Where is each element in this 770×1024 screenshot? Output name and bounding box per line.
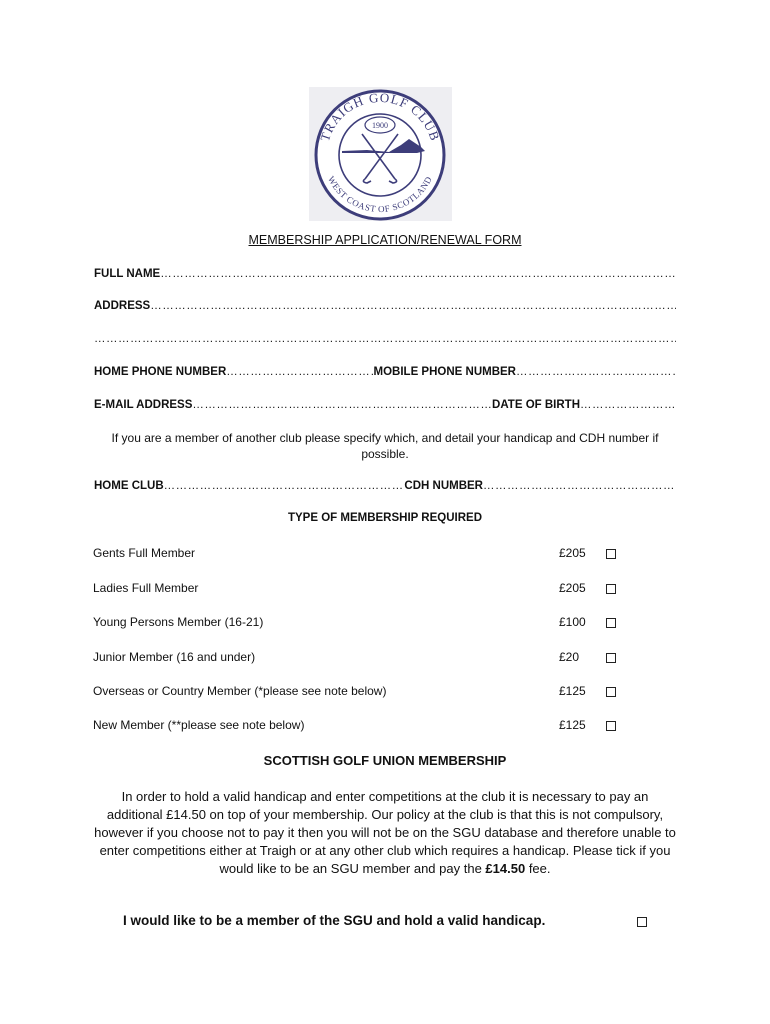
membership-option-name: Junior Member (16 and under) [93, 650, 256, 664]
address-field-continued[interactable] [94, 333, 676, 345]
address-field[interactable] [94, 300, 676, 312]
email-line[interactable] [192, 399, 492, 411]
membership-option-price: £205 [559, 546, 586, 560]
membership-checkbox[interactable] [606, 721, 616, 731]
mobile-phone-label: MOBILE PHONE NUMBER [373, 366, 516, 378]
membership-option-name: New Member (**please see note below) [93, 718, 305, 732]
home-phone-label: HOME PHONE NUMBER [94, 366, 227, 378]
membership-option-name: Young Persons Member (16-21) [93, 615, 264, 629]
full-name-label: FULL NAME [94, 268, 161, 280]
mobile-phone-line[interactable] [516, 366, 676, 378]
sgu-paragraph [92, 788, 678, 878]
email-dob-fields[interactable] [94, 399, 676, 411]
membership-option-price: £125 [559, 718, 586, 732]
full-name-field[interactable] [94, 268, 676, 280]
logo-club-name: TRAIGH GOLF CLUB [317, 89, 443, 144]
form-title: MEMBERSHIP APPLICATION/RENEWAL FORM [248, 233, 522, 247]
home-phone-line[interactable] [226, 366, 373, 378]
address-line-1[interactable] [150, 300, 676, 312]
address-line-2[interactable] [94, 333, 676, 345]
full-name-line[interactable] [160, 268, 676, 280]
membership-option-name: Gents Full Member [93, 546, 196, 560]
dob-line[interactable] [580, 399, 676, 411]
membership-checkbox[interactable] [606, 618, 616, 628]
membership-option-price: £205 [559, 581, 586, 595]
home-club-label: HOME CLUB [94, 480, 164, 492]
phone-fields[interactable] [94, 366, 676, 378]
membership-checkbox[interactable] [606, 687, 616, 697]
membership-checkbox[interactable] [606, 653, 616, 663]
logo-region-text: WEST COAST OF SCOTLAND [326, 174, 434, 215]
sgu-heading: SCOTTISH GOLF UNION MEMBERSHIP [263, 753, 507, 768]
membership-checkbox[interactable] [606, 584, 616, 594]
other-club-note: If you are a member of another club please specify which, and detail your handicap and CDH number if possible. [111, 431, 659, 461]
membership-option-price: £100 [559, 615, 586, 629]
membership-option-name: Overseas or Country Member (*please see note below) [93, 684, 387, 698]
club-logo [309, 87, 452, 221]
membership-type-heading: TYPE OF MEMBERSHIP REQUIRED [287, 512, 483, 524]
membership-option-name: Ladies Full Member [93, 581, 199, 595]
membership-option-price: £20 [559, 650, 580, 664]
sgu-fee-amount: £14.50 [485, 861, 526, 876]
email-label: E-MAIL ADDRESS [94, 399, 193, 411]
sgu-paragraph-text: In order to hold a valid handicap and enter competitions at the club it is necessary to pay an additional £14.50 on top of your membership. Our policy at the club is that this is not compulsory, however if you choose not to pay it then you will not be on the SGU database and therefore unable to enter competitions either at Traigh or at any other club which requires a handicap. Please tick if you would like to be an SGU member and pay the [94, 789, 676, 876]
home-club-line[interactable] [164, 480, 405, 492]
sgu-fee-suffix: fee. [528, 861, 551, 876]
membership-checkbox[interactable] [606, 549, 616, 559]
club-crest-emblem [309, 87, 452, 221]
dob-label: DATE OF BIRTH [492, 399, 580, 411]
cdh-number-line[interactable] [483, 480, 676, 492]
sgu-opt-in-checkbox[interactable] [637, 917, 647, 927]
logo-year: 1900 [372, 121, 388, 130]
address-label: ADDRESS [94, 300, 151, 312]
cdh-number-label: CDH NUMBER [404, 480, 483, 492]
sgu-opt-in-label: I would like to be a member of the SGU and hold a valid handicap. [123, 913, 546, 928]
membership-option-price: £125 [559, 684, 586, 698]
home-club-fields[interactable] [94, 480, 676, 492]
